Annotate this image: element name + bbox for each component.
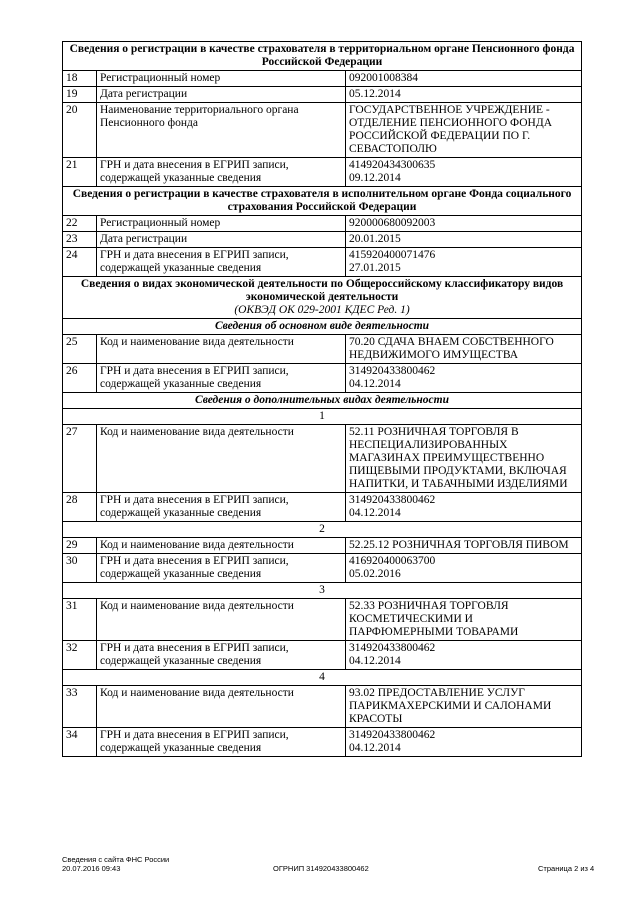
row-value	[346, 599, 582, 641]
row-value	[346, 364, 582, 393]
row-value-line: 09.12.2014	[349, 172, 401, 184]
row-value-line: 314920433800462	[349, 365, 436, 377]
row-label: Код и наименование вида деятельности	[97, 538, 346, 554]
row-value-line: 52.33 РОЗНИЧНАЯ ТОРГОВЛЯ КОСМЕТИЧЕСКИМИ И ПАРФЮМЕРНЫМИ ТОВАРАМИ	[349, 600, 519, 638]
row-value-line: 920000680092003	[349, 217, 436, 229]
row-value-line: 414920434300635	[349, 159, 436, 171]
table-row	[63, 599, 582, 641]
row-value-line: 05.02.2016	[349, 568, 401, 580]
row-value-line: 05.12.2014	[349, 88, 401, 100]
group-index-row-cell	[63, 522, 582, 538]
row-label: ГРН и дата внесения в ЕГРИП записи, содержащей указанные сведения	[97, 493, 346, 522]
row-number: 30	[63, 554, 97, 583]
footer-ogrnip: ОГРНИП 314920433800462	[273, 864, 369, 873]
subheader-extra-activities-cell	[63, 393, 582, 409]
row-value-line: 70.20 СДАЧА ВНАЕМ СОБСТВЕННОГО НЕДВИЖИМОГО ИМУЩЕСТВА	[349, 336, 554, 361]
row-value-line: 415920400071476	[349, 249, 436, 261]
row-number: 28	[63, 493, 97, 522]
row-label: Код и наименование вида деятельности	[97, 599, 346, 641]
row-label: ГРН и дата внесения в ЕГРИП записи, содержащей указанные сведения	[97, 641, 346, 670]
table-row	[63, 216, 582, 232]
row-value-line: 20.01.2015	[349, 233, 401, 245]
row-number: 22	[63, 216, 97, 232]
footer-source-line: Сведения с сайта ФНС России	[62, 855, 170, 864]
table-row	[63, 728, 582, 757]
row-number: 31	[63, 599, 97, 641]
table-row	[63, 158, 582, 187]
row-value-line: 93.02 ПРЕДОСТАВЛЕНИЕ УСЛУГ ПАРИКМАХЕРСКИМИ И САЛОНАМИ КРАСОТЫ	[349, 687, 552, 725]
section-title-pfr: Сведения о регистрации в качестве страхователя в территориальном органе Пенсионного фонда Российской Федерации	[69, 43, 575, 68]
row-value	[346, 335, 582, 364]
row-value-line: 314920433800462	[349, 642, 436, 654]
row-value	[346, 554, 582, 583]
group-index: 4	[319, 671, 325, 683]
footer-datetime: 20.07.2016 09:43	[62, 864, 121, 873]
group-index-row	[63, 409, 582, 425]
row-value-line: 52.11 РОЗНИЧНАЯ ТОРГОВЛЯ В НЕСПЕЦИАЛИЗИРОВАННЫХ МАГАЗИНАХ ПРЕИМУЩЕСТВЕННО ПИЩЕВЫМИ ПРОДУКТАМИ, ВКЛЮЧАЯ НАПИТКИ, И ТАБАЧНЫМИ ИЗДЕЛИЯМИ	[349, 426, 568, 490]
row-value	[346, 641, 582, 670]
section-header-okved-cell	[63, 277, 582, 319]
row-value-line: ГОСУДАРСТВЕННОЕ УЧРЕЖДЕНИЕ - ОТДЕЛЕНИЕ ПЕНСИОННОГО ФОНДА РОССИЙСКОЙ ФЕДЕРАЦИИ ПО Г. СЕВАСТОПОЛЮ	[349, 104, 553, 155]
row-value	[346, 686, 582, 728]
group-index: 2	[319, 523, 325, 535]
table-row	[63, 335, 582, 364]
group-index-row-cell	[63, 583, 582, 599]
row-number: 19	[63, 87, 97, 103]
row-label: Регистрационный номер	[97, 216, 346, 232]
group-index-row-cell	[63, 409, 582, 425]
section-subtitle-okved: (ОКВЭД ОК 029-2001 КДЕС Ред. 1)	[234, 304, 410, 316]
row-number: 32	[63, 641, 97, 670]
row-value	[346, 103, 582, 158]
row-label: Код и наименование вида деятельности	[97, 425, 346, 493]
section-title-okved: Сведения о видах экономической деятельности по Общероссийскому классификатору видов экономической деятельности	[80, 278, 564, 303]
row-label: ГРН и дата внесения в ЕГРИП записи, содержащей указанные сведения	[97, 248, 346, 277]
section-header-pfr	[63, 42, 582, 71]
row-label: ГРН и дата внесения в ЕГРИП записи, содержащей указанные сведения	[97, 364, 346, 393]
row-value	[346, 87, 582, 103]
row-number: 29	[63, 538, 97, 554]
subheader-main-activity-text: Сведения об основном виде деятельности	[214, 320, 430, 332]
table-row	[63, 103, 582, 158]
row-value	[346, 158, 582, 187]
row-number: 20	[63, 103, 97, 158]
table-row	[63, 232, 582, 248]
row-number: 21	[63, 158, 97, 187]
table-row	[63, 538, 582, 554]
section-header-okved	[63, 277, 582, 319]
table-row	[63, 364, 582, 393]
row-value	[346, 216, 582, 232]
section-header-pfr-cell	[63, 42, 582, 71]
table-body	[63, 42, 582, 757]
row-value-line: 04.12.2014	[349, 655, 401, 667]
table-row	[63, 87, 582, 103]
subheader-main-activity-cell	[63, 319, 582, 335]
table-row	[63, 493, 582, 522]
row-value-line: 314920433800462	[349, 729, 436, 741]
row-label: ГРН и дата внесения в ЕГРИП записи, содержащей указанные сведения	[97, 158, 346, 187]
row-label: ГРН и дата внесения в ЕГРИП записи, содержащей указанные сведения	[97, 728, 346, 757]
table-row	[63, 248, 582, 277]
row-value-line: 416920400063700	[349, 555, 436, 567]
row-value	[346, 493, 582, 522]
section-header-fss-cell	[63, 187, 582, 216]
row-value	[346, 538, 582, 554]
row-number: 23	[63, 232, 97, 248]
subheader-extra-activities	[63, 393, 582, 409]
row-value-line: 52.25.12 РОЗНИЧНАЯ ТОРГОВЛЯ ПИВОМ	[349, 539, 569, 551]
table-row	[63, 641, 582, 670]
row-label: Регистрационный номер	[97, 71, 346, 87]
group-index-row-cell	[63, 670, 582, 686]
row-value	[346, 248, 582, 277]
table-row	[63, 425, 582, 493]
row-label: Дата регистрации	[97, 87, 346, 103]
section-header-fss	[63, 187, 582, 216]
group-index-row	[63, 583, 582, 599]
subheader-main-activity	[63, 319, 582, 335]
row-value-line: 27.01.2015	[349, 262, 401, 274]
row-value-line: 092001008384	[349, 72, 418, 84]
row-label: Код и наименование вида деятельности	[97, 335, 346, 364]
row-number: 33	[63, 686, 97, 728]
row-value-line: 04.12.2014	[349, 378, 401, 390]
row-value-line: 04.12.2014	[349, 742, 401, 754]
egrip-extract-table	[62, 41, 582, 757]
footer-page-number: Страница 2 из 4	[538, 864, 595, 873]
row-value	[346, 232, 582, 248]
row-value	[346, 71, 582, 87]
group-index-row	[63, 522, 582, 538]
row-number: 27	[63, 425, 97, 493]
row-label: ГРН и дата внесения в ЕГРИП записи, содержащей указанные сведения	[97, 554, 346, 583]
row-number: 24	[63, 248, 97, 277]
group-index: 3	[319, 584, 325, 596]
table-row	[63, 686, 582, 728]
row-label: Код и наименование вида деятельности	[97, 686, 346, 728]
row-number: 26	[63, 364, 97, 393]
footer-source	[62, 855, 169, 873]
group-index-row	[63, 670, 582, 686]
row-number: 18	[63, 71, 97, 87]
row-number: 34	[63, 728, 97, 757]
row-number: 25	[63, 335, 97, 364]
subheader-extra-activities-text: Сведения о дополнительных видах деятельности	[195, 394, 449, 406]
row-value	[346, 425, 582, 493]
row-label: Дата регистрации	[97, 232, 346, 248]
row-value	[346, 728, 582, 757]
row-label: Наименование территориального органа Пенсионного фонда	[97, 103, 346, 158]
section-title-fss: Сведения о регистрации в качестве страхователя в исполнительном органе Фонда социального страхования Российской Федерации	[72, 188, 572, 213]
table-row	[63, 71, 582, 87]
group-index: 1	[319, 410, 325, 422]
row-value-line: 04.12.2014	[349, 507, 401, 519]
row-value-line: 314920433800462	[349, 494, 436, 506]
table-row	[63, 554, 582, 583]
